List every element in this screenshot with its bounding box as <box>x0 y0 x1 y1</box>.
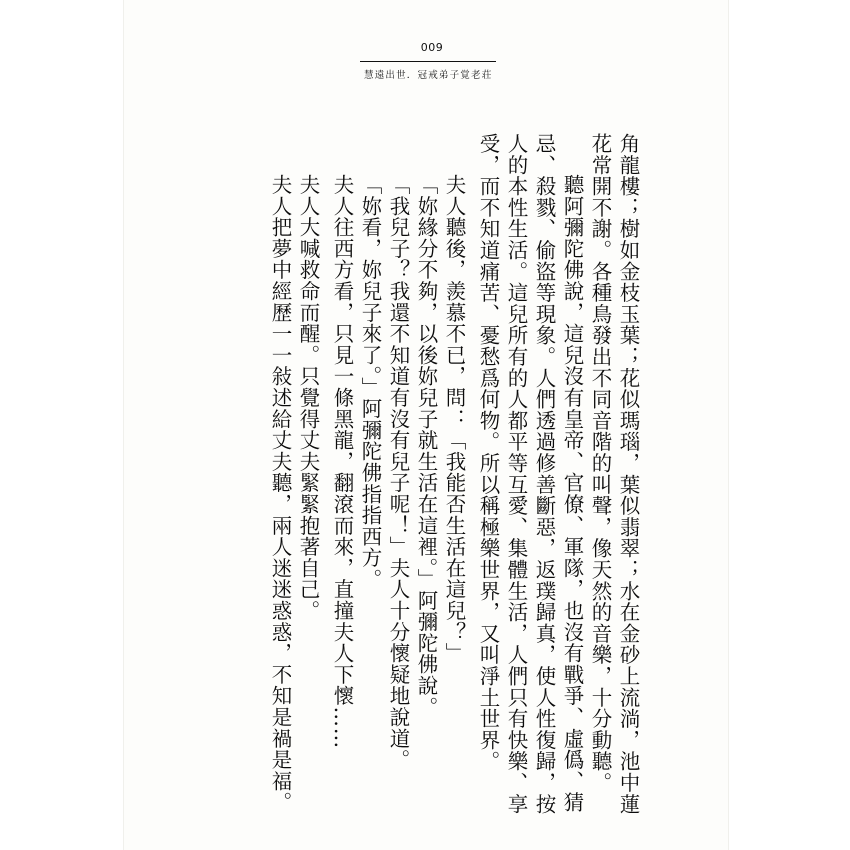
running-title: 慧遠出世．冠戒弟子覚老荘 <box>364 70 493 81</box>
page-number: 009 <box>420 41 444 54</box>
paragraph-6: 「妳看，妳兒子來了。」阿彌陀佛指指西方。 <box>358 174 382 590</box>
paragraph-4: 「妳緣分不夠，以後妳兒子就生活在這裡。」阿彌陀佛說。 <box>414 174 438 718</box>
header-divider <box>360 61 496 62</box>
paragraph-8: 夫人大喊救命而醒。只覺得丈夫緊緊抱著自己。 <box>296 174 320 622</box>
paragraph-9: 夫人把夢中經歷一一敍述給丈夫聽，兩人迷迷惑惑，不知是禍是福。 <box>268 174 292 813</box>
paragraph-3: 夫人聽後，羨慕不已，問：「我能否生活在這兒？」 <box>442 174 466 664</box>
paragraph-7: 夫人往西方看，只見一條黑龍，翻滾而來，直撞夫人下懷…… <box>330 174 354 750</box>
paragraph-2: 聽阿彌陀佛說，這兒沒有皇帝、官僚、軍隊，也沒有戰爭、虛僞、猜忌、殺戮、偷盜等現象。人們透過修善斷惡，返璞歸真，使人性復歸，按人的本性生活。這兒所有的人都平等互愛、集體生活，人們只有快樂、享受，而不知道痛苦、憂愁爲何物。所以稱極樂世界，又叫淨土世界。 <box>476 133 584 815</box>
vertical-body-text <box>262 133 642 823</box>
paragraph-1: 角龍樓；樹如金枝玉葉；花似瑪瑙，葉似翡翠；水在金砂上流淌，池中蓮花常開不謝。各種鳥發出不同音階的叫聲，像天然的音樂，十分動聽。 <box>588 133 640 815</box>
paragraph-5: 「我兒子？我還不知道有沒有兒子呢！」夫人十分懷疑地說道。 <box>386 174 410 771</box>
